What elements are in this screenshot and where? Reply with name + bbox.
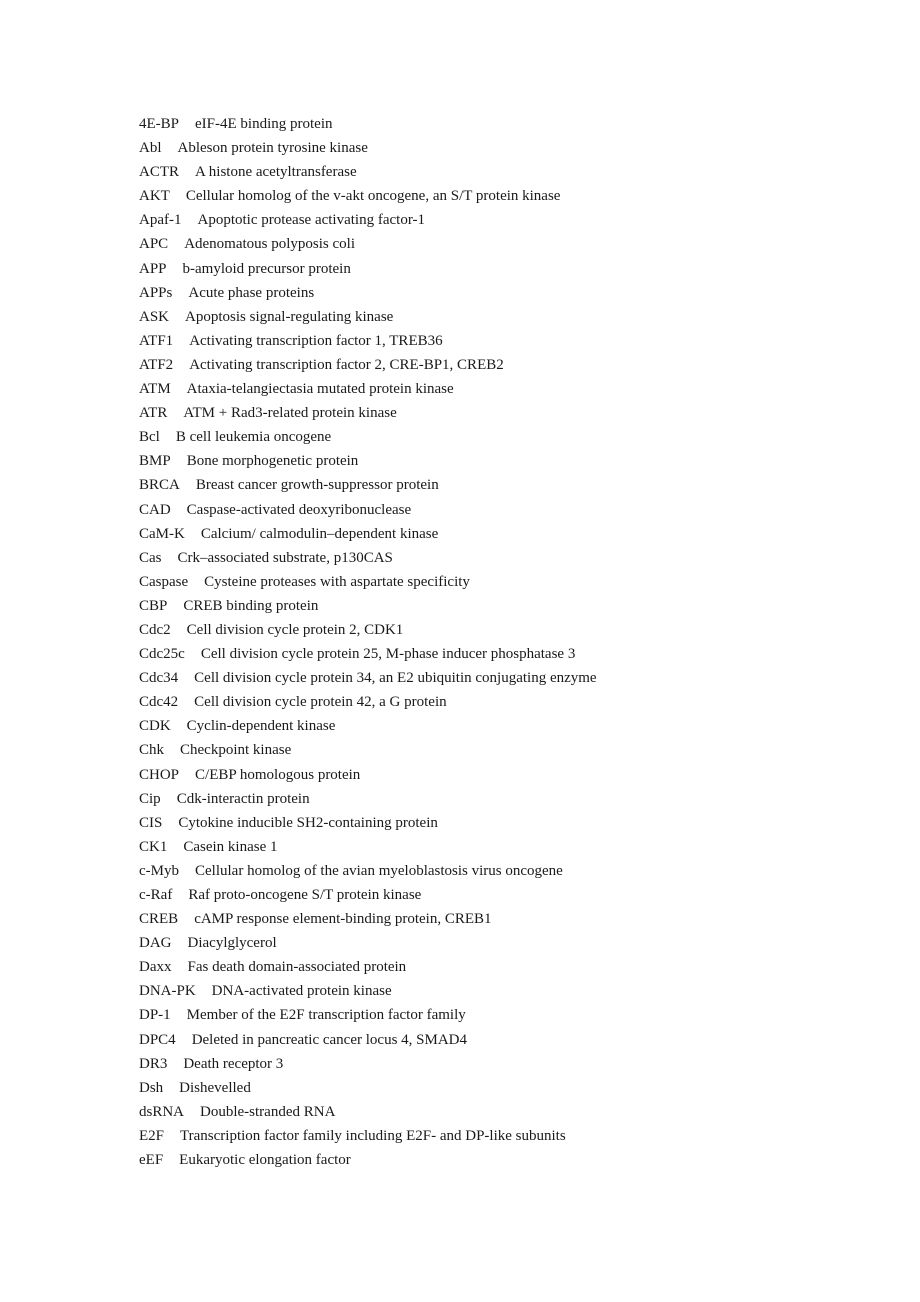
abbreviation-term: Daxx [139,959,172,976]
abbreviation-definition: Cell division cycle protein 2, CDK1 [186,621,404,638]
list-item [139,184,597,208]
abbreviation-term: CK1 [139,838,168,855]
abbreviation-term: DAG [139,935,172,952]
list-item [139,618,597,642]
list-item [139,377,597,401]
abbreviation-definition: Apoptosis signal-regulating kinase [185,308,394,325]
list-item [139,1052,597,1076]
list-item [139,666,597,690]
abbreviation-definition: Cell division cycle protein 34, an E2 ubiquitin conjugating enzyme [194,670,597,687]
abbreviation-definition: A histone acetyltransferase [195,164,357,181]
abbreviation-definition: Crk–associated substrate, p130CAS [177,549,393,566]
list-item [139,811,597,835]
abbreviation-term: DR3 [139,1055,168,1072]
list-item [139,498,597,522]
list-item [139,208,597,232]
list-item [139,232,597,256]
abbreviation-term: APPs [139,284,173,301]
list-item [139,1124,597,1148]
abbreviation-term: ATF1 [139,332,174,349]
abbreviation-term: CBP [139,597,168,614]
list-item [139,763,597,787]
abbreviation-term: DNA-PK [139,983,196,1000]
list-item [139,425,597,449]
abbreviation-definition: Diacylglycerol [187,935,277,952]
abbreviation-definition: Cell division cycle protein 25, M-phase inducer phosphatase 3 [200,646,576,663]
list-item [139,281,597,305]
abbreviation-definition: Ataxia-telangiectasia mutated protein kinase [186,381,454,398]
abbreviation-term: c-Myb [139,862,179,879]
abbreviation-term: CaM-K [139,525,185,542]
abbreviation-definition: B cell leukemia oncogene [175,429,332,446]
list-item [139,257,597,281]
abbreviation-definition: CREB binding protein [183,597,319,614]
abbreviation-definition: Checkpoint kinase [180,742,292,759]
abbreviation-term: DP-1 [139,1007,171,1024]
abbreviation-definition: Apoptotic protease activating factor-1 [197,212,426,229]
abbreviation-definition: Cdk-interactin protein [176,790,310,807]
abbreviation-term: eEF [139,1152,164,1169]
list-item [139,1028,597,1052]
abbreviation-term: Cas [139,549,162,566]
list-item [139,955,597,979]
abbreviation-definition: Adenomatous polyposis coli [184,236,356,253]
abbreviation-term: ATF2 [139,356,174,373]
list-item [139,859,597,883]
list-item [139,160,597,184]
list-item [139,1003,597,1027]
abbreviation-term: ACTR [139,164,180,181]
abbreviation-definition: Breast cancer growth-suppressor protein [195,477,439,494]
abbreviation-definition: Cytokine inducible SH2-containing protein [178,814,438,831]
abbreviation-term: c-Raf [139,887,173,903]
list-item [139,401,597,425]
list-item [139,883,597,907]
abbreviation-term: APC [139,236,169,253]
list-item [139,570,597,594]
abbreviation-term: Chk [139,742,165,759]
abbreviation-term: BRCA [139,477,180,494]
list-item [139,522,597,546]
abbreviation-term: Cdc2 [139,621,171,638]
abbreviation-definition: Raf proto-oncogene S/T protein kinase [188,887,422,903]
list-item [139,642,597,666]
list-item [139,714,597,738]
abbreviation-term: DPC4 [139,1031,176,1048]
abbreviation-term: AKT [139,188,170,205]
abbreviation-definition: b-amyloid precursor protein [182,260,351,277]
list-item [139,112,597,136]
abbreviation-term: Dsh [139,1079,164,1096]
abbreviation-definition: Death receptor 3 [183,1055,284,1072]
list-item [139,353,597,377]
abbreviation-definition: ATM + Rad3-related protein kinase [183,405,397,422]
list-item [139,979,597,1003]
abbreviation-definition: Cyclin-dependent kinase [186,718,336,735]
abbreviation-definition: Casein kinase 1 [183,838,278,855]
list-item [139,787,597,811]
list-item [139,546,597,570]
abbreviation-definition: Cell division cycle protein 42, a G protein [194,694,447,711]
abbreviation-definition: Dishevelled [179,1079,251,1096]
abbreviation-term: Bcl [139,429,160,446]
abbreviation-term: 4E-BP [139,116,180,132]
abbreviation-definition: Calcium/ calmodulin–dependent kinase [200,525,439,542]
abbreviation-term: ASK [139,308,170,325]
abbreviation-definition: Acute phase proteins [188,284,315,301]
abbreviation-definition: Bone morphogenetic protein [186,453,359,470]
abbreviation-list [139,112,597,1172]
abbreviation-definition: Activating transcription factor 1, TREB36 [189,332,443,349]
abbreviation-term: CDK [139,718,171,735]
list-item [139,738,597,762]
abbreviation-term: ATM [139,381,171,398]
abbreviation-term: APP [139,260,167,277]
abbreviation-definition: Activating transcription factor 2, CRE-BP1, CREB2 [189,356,504,373]
list-item [139,473,597,497]
abbreviation-definition: Transcription factor family including E2F- and DP-like subunits [180,1127,566,1144]
abbreviation-definition: Cellular homolog of the avian myeloblastosis virus oncogene [195,862,563,879]
abbreviation-definition: eIF-4E binding protein [195,116,333,132]
list-item [139,1148,597,1172]
list-item [139,690,597,714]
abbreviation-definition: C/EBP homologous protein [195,766,361,783]
abbreviation-term: CREB [139,911,179,928]
abbreviation-term: Abl [139,140,162,157]
abbreviation-term: Cdc42 [139,694,179,711]
abbreviation-definition: cAMP response element-binding protein, CREB1 [194,911,492,928]
abbreviation-term: Caspase [139,573,189,590]
abbreviation-definition: Cellular homolog of the v-akt oncogene, an S/T protein kinase [185,188,561,205]
list-item [139,305,597,329]
abbreviation-term: dsRNA [139,1103,185,1120]
abbreviation-term: E2F [139,1127,165,1144]
abbreviation-definition: Caspase-activated deoxyribonuclease [186,501,412,518]
abbreviation-term: Cdc34 [139,670,179,687]
list-item [139,835,597,859]
list-item [139,329,597,353]
list-item [139,136,597,160]
abbreviation-term: Cip [139,790,161,807]
abbreviation-definition: Fas death domain-associated protein [187,959,407,976]
list-item [139,931,597,955]
list-item [139,1100,597,1124]
abbreviation-definition: Double-stranded RNA [200,1103,336,1120]
abbreviation-definition: Member of the E2F transcription factor family [186,1007,466,1024]
abbreviation-term: CIS [139,814,163,831]
list-item [139,1076,597,1100]
abbreviation-term: CHOP [139,766,180,783]
abbreviation-definition: Deleted in pancreatic cancer locus 4, SMAD4 [191,1031,467,1048]
abbreviation-definition: DNA-activated protein kinase [211,983,392,1000]
abbreviation-term: ATR [139,405,168,422]
abbreviation-definition: Ableson protein tyrosine kinase [177,140,368,157]
abbreviation-term: CAD [139,501,171,518]
abbreviation-term: Cdc25c [139,646,185,663]
list-item [139,594,597,618]
abbreviation-definition: Cysteine proteases with aspartate specificity [204,573,470,590]
list-item [139,449,597,473]
abbreviation-definition: Eukaryotic elongation factor [179,1152,351,1169]
abbreviation-term: BMP [139,453,171,470]
abbreviation-term: Apaf-1 [139,212,182,229]
list-item [139,907,597,931]
